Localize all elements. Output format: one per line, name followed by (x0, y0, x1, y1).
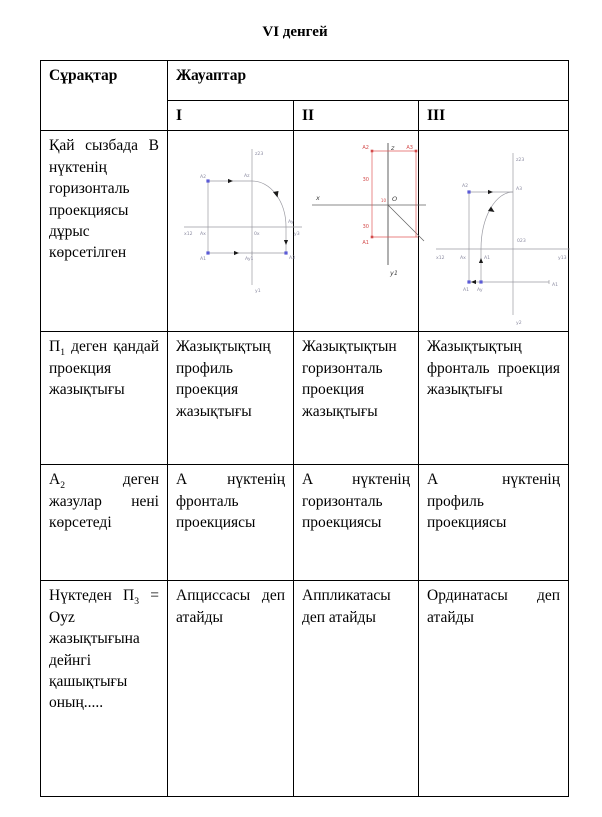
answer-4-ii: Аппликатасы деп атайды (294, 581, 419, 797)
axis-label: x12 (436, 256, 445, 262)
question-4 (41, 581, 168, 797)
axis-label: y1 (390, 269, 398, 278)
point-label: A2 (362, 145, 369, 152)
answer-2-iii: Жазықтықтың фронталь проекция жазықтығы (419, 332, 569, 465)
question-4-text: Нүктеден П (49, 587, 135, 605)
axis-label: y1 (255, 289, 261, 295)
question-3-text: деген жазулар нені көрсетеді (49, 471, 159, 532)
projection-diagram-3 (434, 149, 572, 327)
quiz-table (40, 60, 569, 797)
axis-label: z (391, 144, 395, 153)
projection-diagram-2 (306, 141, 426, 281)
arrow-marks (228, 179, 288, 255)
answer-4-i: Апциссасы деп атайды (168, 581, 294, 797)
point-label: Ay (288, 220, 294, 226)
point-label: A1 (200, 257, 207, 263)
origin-label: 0x (254, 232, 260, 238)
answer-1-ii-diagram-cell (294, 131, 419, 332)
arrow-marks (471, 190, 495, 284)
point-label: A2 (200, 175, 207, 181)
table-row-4 (41, 581, 569, 797)
answer-3-i: А нүктенің фронталь проекциясы (168, 465, 294, 581)
question-4-subscript: 3 (134, 596, 140, 608)
question-4-text: = Oyz жазықтығына дейнгі қашықтығы оның..... (49, 587, 159, 712)
origin-label: O (392, 195, 398, 204)
point-label: A1 (463, 288, 470, 294)
question-3 (41, 465, 168, 581)
axis-label: z23 (516, 158, 525, 164)
answer-1-iii-diagram-cell (419, 131, 569, 332)
table-row-1 (41, 131, 569, 332)
axis-label: x12 (184, 232, 193, 238)
point-label: Az (244, 174, 250, 180)
answer-3-ii: А нүктенің горизонталь проекциясы (294, 465, 419, 581)
point-label: A1 (484, 256, 491, 262)
header-col-iii: III (419, 101, 569, 131)
axis-label: y3 (294, 232, 300, 238)
header-col-ii: II (294, 101, 419, 131)
answer-2-i: Жазықтықтың профиль проекция жазықтығы (168, 332, 294, 465)
question-3-subscript: 2 (60, 480, 65, 492)
question-2 (41, 332, 168, 465)
point-label: Ax (460, 256, 466, 262)
table-row-3 (41, 465, 569, 581)
header-answers: Жауаптар (168, 61, 569, 101)
table-row-2 (41, 332, 569, 465)
point-label: A3 (406, 145, 413, 152)
point-label: Ax (200, 232, 206, 238)
projection-points (206, 180, 287, 255)
axis-label: y13 (558, 256, 567, 262)
answer-3-iii: А нүктенің профиль проекциясы (419, 465, 569, 581)
point-label: A2 (462, 184, 469, 190)
point-label: Ay (477, 288, 483, 294)
projection-diagram-1 (182, 145, 304, 295)
axis-label: z23 (255, 152, 264, 158)
axis-label: x (316, 194, 320, 203)
point-label: A1 (552, 283, 559, 289)
axis-label: y2 (516, 321, 522, 327)
question-3-text: А (49, 471, 61, 489)
dimension-label: 30 (362, 224, 369, 231)
header-questions: Сұрақтар (41, 61, 168, 131)
answer-2-ii: Жазықтықтын горизонталь проекция жазықтығы (294, 332, 419, 465)
question-2-text: деген қандай проекция жазықтығы (49, 338, 159, 399)
dimension-label: 10 (380, 198, 386, 204)
answer-4-iii: Ординатасы деп атайды (419, 581, 569, 797)
origin-label: 023 (517, 239, 526, 245)
point-label: A3 (289, 256, 296, 262)
question-1: Қай сызбада В нүктенің горизонталь проекциясы дұрыс көрсетілген (41, 131, 168, 332)
question-2-subscript: 1 (60, 347, 65, 359)
point-label: Ay1 (245, 257, 254, 263)
header-col-i: I (168, 101, 294, 131)
projection-points (467, 191, 482, 284)
projection-points (371, 150, 418, 239)
point-label: A3 (516, 187, 523, 193)
header-row-1 (41, 61, 569, 101)
dimension-label: 30 (362, 177, 369, 184)
question-2-text: П (49, 338, 61, 356)
page-title: VI денгей (262, 24, 328, 40)
answer-1-i-diagram-cell (168, 131, 300, 332)
point-label: A1 (362, 240, 369, 247)
